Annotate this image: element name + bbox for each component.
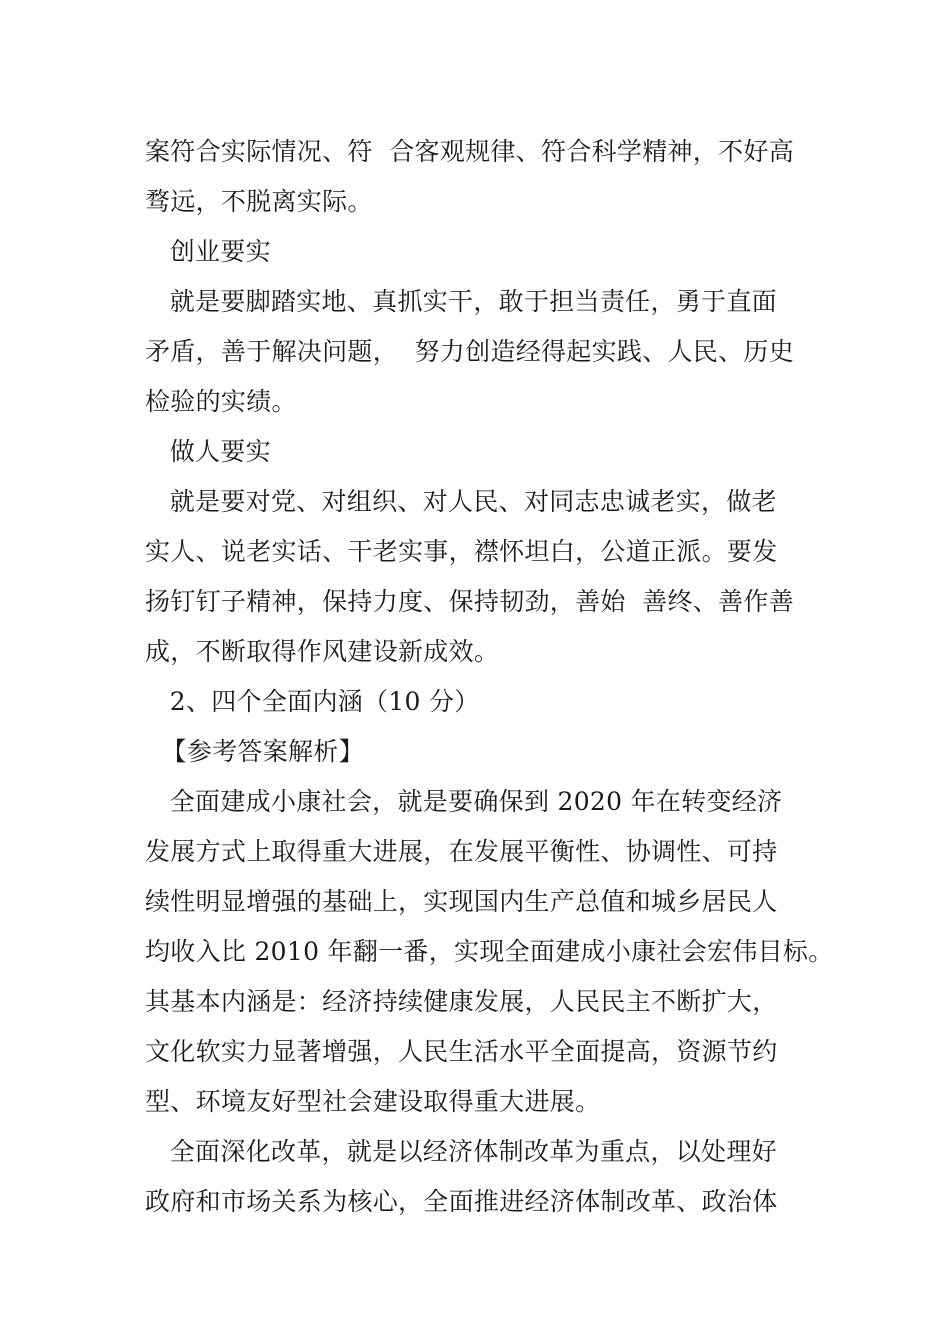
answer-heading: 【参考答案解析】 bbox=[145, 737, 364, 766]
text-line: 续性明显增强的基础上，实现国内生产总值和城乡居民人 bbox=[145, 887, 778, 916]
section-heading: 做人要实 bbox=[145, 437, 271, 466]
text-line: 检验的实绩。 bbox=[145, 387, 297, 416]
text-line: 就是要脚踏实地、真抓实干，敢于担当责任，勇于直面 bbox=[145, 287, 777, 316]
text-line: 骛远，不脱离实际。 bbox=[145, 187, 373, 216]
text-line: 全面深化改革，就是以经济体制改革为重点，以处理好 bbox=[145, 1137, 777, 1166]
text-line: 案符合实际情况、符 合客观规律、符合科学精神，不好高 bbox=[145, 137, 794, 166]
text-line: 发展方式上取得重大进展，在发展平衡性、协调性、可持 bbox=[145, 837, 778, 866]
text-line: 均收入比 2010 年翻一番，实现全面建成小康社会宏伟目标。 bbox=[145, 937, 834, 966]
text-line: 政府和市场关系为核心，全面推进经济体制改革、政治体 bbox=[145, 1187, 778, 1216]
text-line: 矛盾，善于解决问题， 努力创造经得起实践、人民、历史 bbox=[145, 337, 794, 366]
section-heading: 创业要实 bbox=[145, 237, 271, 266]
text-line: 文化软实力显著增强，人民生活水平全面提高，资源节约 bbox=[145, 1037, 778, 1066]
text-line: 其基本内涵是：经济持续健康发展，人民民主不断扩大， bbox=[145, 987, 778, 1016]
text-line: 成，不断取得作风建设新成效。 bbox=[145, 637, 500, 666]
text-line: 型、环境友好型社会建设取得重大进展。 bbox=[145, 1087, 601, 1116]
text-line: 实人、说老实话、干老实事，襟怀坦白，公道正派。要发 bbox=[145, 537, 778, 566]
text-line: 全面建成小康社会，就是要确保到 2020 年在转变经济 bbox=[145, 787, 783, 816]
text-line: 扬钉钉子精神，保持力度、保持韧劲，善始 善终、善作善 bbox=[145, 587, 794, 616]
question-heading: 2、四个全面内涵（10 分） bbox=[145, 687, 480, 716]
text-line: 就是要对党、对组织、对人民、对同志忠诚老实，做老 bbox=[145, 487, 777, 516]
